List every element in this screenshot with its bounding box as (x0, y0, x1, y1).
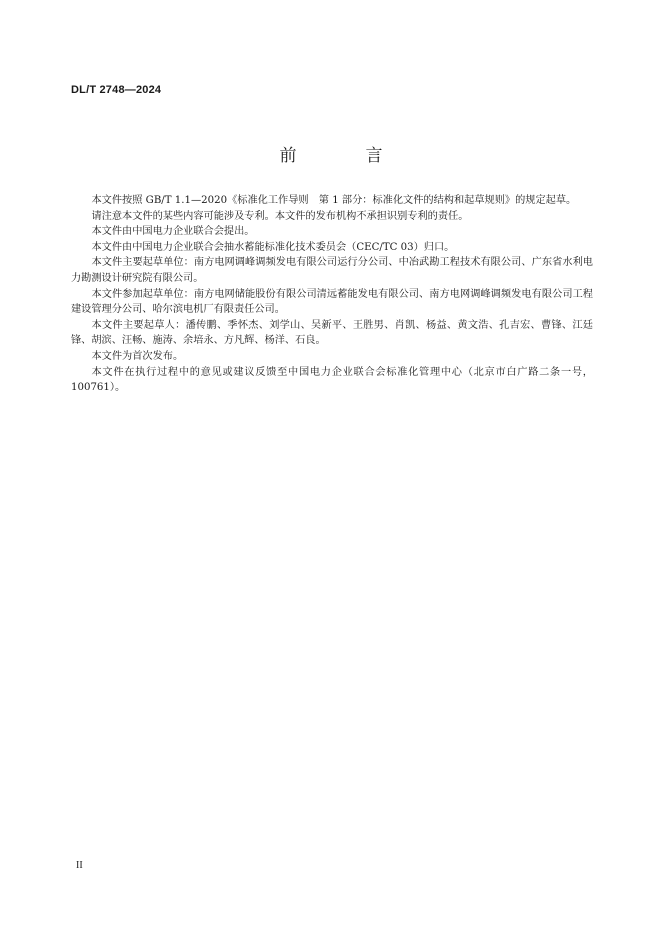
foreword-body (71, 193, 593, 396)
paragraph-proposer: 本文件由中国电力企业联合会提出。 (91, 226, 255, 238)
page-title: 前 言 (279, 146, 409, 166)
standard-code: DL/T 2748—2024 (71, 84, 162, 96)
paragraph-drafting-rules: 本文件按照 GB/T 1.1—2020《标准化工作导则 第 1 部分：标准化文件的结构和起草规则》的规定起草。 (91, 195, 577, 206)
paragraph-feedback: 本文件在执行过程中的意见或建议反馈至中国电力企业联合会标准化管理中心（北京市白广路二条一号，100761）。 (71, 366, 593, 394)
paragraph-main-drafting-units: 本文件主要起草单位：南方电网调峰调频发电有限公司运行分公司、中冶武勘工程技术有限公司、广东省水利电力勘测设计研究院有限公司。 (71, 257, 593, 284)
paragraph-technical-committee: 本文件由中国电力企业联合会抽水蓄能标准化技术委员会（CEC/TC 03）归口。 (91, 241, 455, 253)
paragraph-first-release: 本文件为首次发布。 (91, 350, 184, 362)
paragraph-main-drafters: 本文件主要起草人：潘传鹏、季怀杰、刘学山、吴新平、王胜男、肖凯、杨益、黄文浩、孔吉宏、曹锋、江廷锋、胡滨、汪畅、施涛、余培永、方凡辉、杨洋、石良。 (71, 319, 593, 347)
page-number: II (76, 860, 83, 871)
paragraph-participating-units: 本文件参加起草单位：南方电网储能股份有限公司清远蓄能发电有限公司、南方电网调峰调频发电有限公司工程建设管理分公司、哈尔滨电机厂有限责任公司。 (71, 288, 593, 316)
paragraph-patent-notice: 请注意本文件的某些内容可能涉及专利。本文件的发布机构不承担识别专利的责任。 (91, 210, 469, 222)
